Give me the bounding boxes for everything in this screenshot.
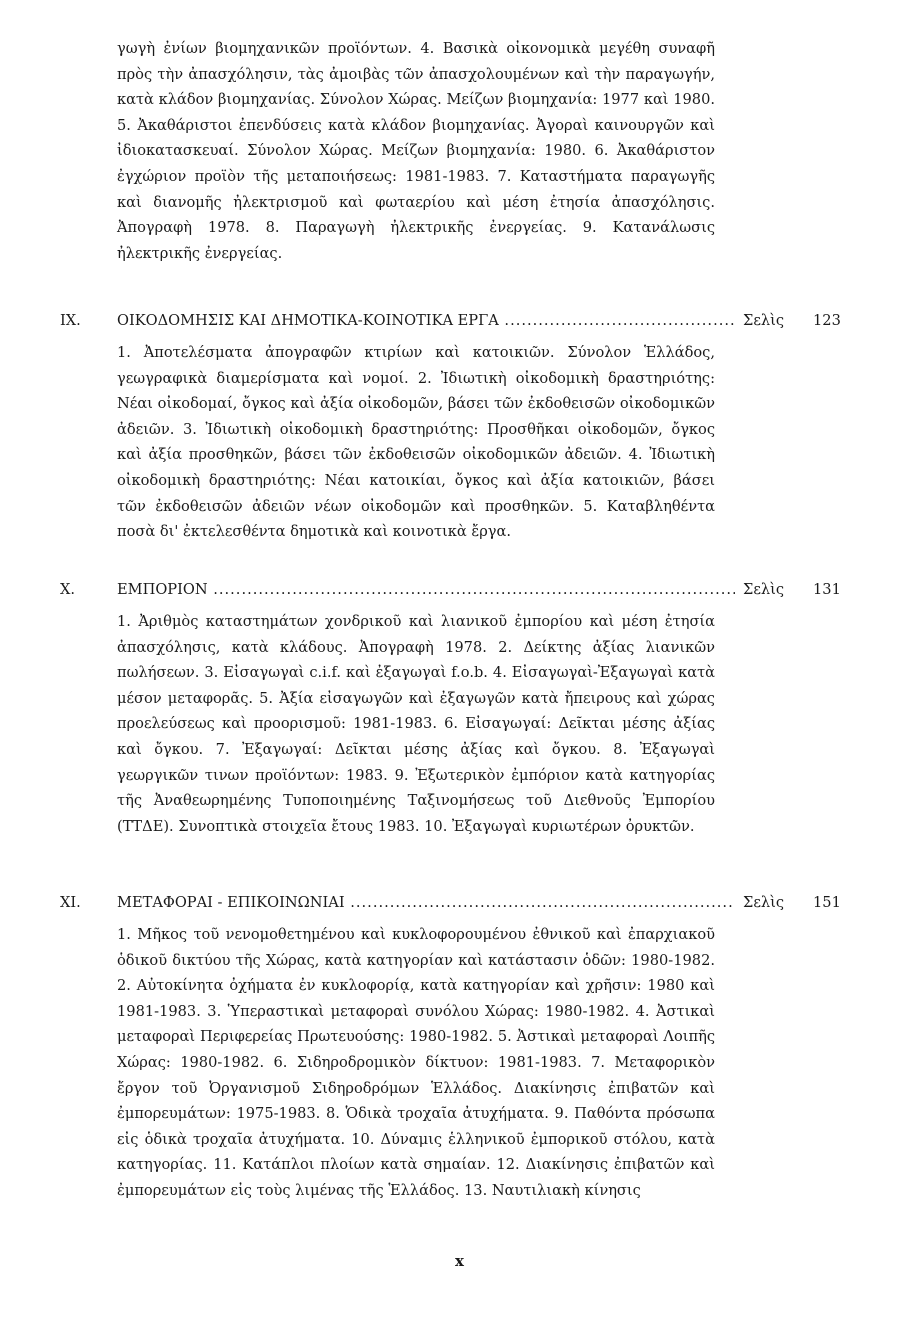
section-title: ΟΙΚΟΔΟΜΗΣΙΣ ΚΑΙ ΔΗΜΟΤΙΚΑ-ΚΟΙΝΟΤΙΚΑ ΕΡΓΑ ..... bbox=[117, 309, 735, 333]
section-page-number: 123 bbox=[813, 312, 841, 329]
page-label: Σελὶς bbox=[743, 894, 785, 911]
intro-paragraph: γωγὴ ἐνίων βιομηχανικῶν προϊόντων. 4. Βασικὰ οἰκονομικὰ μεγέθη συναφῆ πρὸς τὴν ἀπασχόλησιν, τὰς ἀμοιβὰς τῶν ἀπασχολουμένων καὶ τὴν παραγωγήν, κατὰ κλάδον βιομηχανίας. Σύνολον Χώρας. Μείζων βιομηχανία: 1977 καὶ 1980. 5. Ἀκαθάριστοι ἐπενδύσεις κατὰ κλάδον βιομηχανίας. Ἀγοραὶ καινουργῶν καὶ ἰδιοκατασκευαί. Σύνολον Χώρας. Μείζων βιομηχανία: 1980. 6. Ἀκαθάριστον ἐγχώριον προϊὸν τῆς μεταποιήσεως: 1981-1983. 7. Καταστήματα παραγωγῆς καὶ διανομῆς ἠλεκτρισμοῦ καὶ φωταερίου καὶ μέση ἐτησία ἀπασχόλησις. Ἀπογραφὴ 1978. 8. Παραγωγὴ ἠλεκτρικῆς ἐνεργείας. 9. Κατανάλωσις ἠλεκτρικῆς ἐνεργείας. bbox=[117, 40, 715, 262]
section-number: XI. bbox=[60, 894, 81, 911]
section-body-ix: 1. Ἀποτελέσματα ἀπογραφῶν κτιρίων καὶ κατοικιῶν. Σύνολον Ἑλλάδος, γεωγραφικὰ διαμερίσματα καὶ νομοί. 2. Ἰδιωτικὴ οἰκοδομικὴ δραστηριότης: Νέαι οἰκοδομαί, ὄγκος καὶ ἀξία οἰκοδομῶν, βάσει τῶν ἐκδοθεισῶν οἰκοδομικῶν ἀδειῶν. 3. Ἰδιωτικὴ οἰκοδομικὴ δραστηριότης: Προσθῆκαι οἰκοδομῶν, ὄγκος καὶ ἀξία προσθηκῶν, βάσει τῶν ἐκδοθεισῶν οἰκοδομικῶν ἀδειῶν. 4. Ἰδιωτικὴ οἰκοδομικὴ δραστηριότης: Νέαι κατοικίαι, ὄγκος καὶ ἀξία κατοικιῶν, βάσει τῶν ἐκδοθεισῶν ἀδειῶν νέων οἰκοδομῶν καὶ προσθηκῶν. 5. Καταβληθέντα ποσὰ δι' ἐκτελεσθέντα δημοτικὰ καὶ κοινοτικὰ ἔργα. bbox=[117, 344, 715, 541]
page-label: Σελὶς bbox=[743, 581, 785, 598]
section-page-number: 151 bbox=[813, 894, 841, 911]
section-number: IX. bbox=[60, 312, 81, 329]
page-label: Σελὶς bbox=[743, 312, 785, 329]
section-page-number: 131 bbox=[813, 581, 841, 598]
section-body-xi: 1. Μῆκος τοῦ νενομοθετημένου καὶ κυκλοφορουμένου ἐθνικοῦ καὶ ἐπαρχιακοῦ ὁδικοῦ δικτύου τῆς Χώρας, κατὰ κατηγορίαν καὶ κατάστασιν ὁδῶν: 1980-1982. 2. Αὐτοκίνητα ὀχήματα ἐν κυκλοφορίᾳ, κατὰ κατηγορίαν καὶ χρῆσιν: 1980 καὶ 1981-1983. 3. Ὑπεραστικαὶ μεταφοραὶ συνόλου Χώρας: 1980-1982. 4. Ἀστικαὶ μεταφοραὶ Περιφερείας Πρωτευούσης: 1980-1982. 5. Ἀστικαὶ μεταφοραὶ Λοιπῆς Χώρας: 1980-1982. 6. Σιδηροδρομικὸν δίκτυον: 1981-1983. 7. Μεταφορικὸν ἔργον τοῦ Ὀργανισμοῦ Σιδηροδρόμων Ἑλλάδος. Διακίνησις ἐπιβατῶν καὶ ἐμπορευμάτων: 1975-1983. 8. Ὁδικὰ τροχαῖα ἀτυχήματα. 9. Παθόντα πρόσωπα εἰς ὁδικὰ τροχαῖα ἀτυχήματα. 10. Δύναμις ἑλληνικοῦ ἐμπορικοῦ στόλου, κατὰ κατηγορίας. 11. Κατάπλοι πλοίων κατὰ σημαίαν. 12. Διακίνησις ἐπιβατῶν καὶ ἐμπορευμάτων εἰς τοὺς λιμένας τῆς Ἑλλάδος. 13. Ναυτιλιακὴ κίνησις bbox=[117, 926, 715, 1199]
section-title: ΕΜΠΟΡΙΟΝ ..... bbox=[117, 578, 735, 602]
section-title: ΜΕΤΑΦΟΡΑΙ - ΕΠΙΚΟΙΝΩΝΙΑΙ ..... bbox=[117, 891, 735, 915]
section-heading-xi bbox=[60, 891, 860, 915]
page-number: x bbox=[455, 1252, 465, 1270]
section-heading-x bbox=[60, 578, 860, 602]
section-number: X. bbox=[60, 581, 76, 598]
section-body-x: 1. Ἀριθμὸς καταστημάτων χονδρικοῦ καὶ λιανικοῦ ἐμπορίου καὶ μέση ἐτησία ἀπασχόλησις, κατὰ κλάδους. Ἀπογραφὴ 1978. 2. Δείκτης ἀξίας λιανικῶν πωλήσεων. 3. Εἰσαγωγαὶ c.i.f. καὶ ἐξαγωγαὶ f.o.b. 4. Εἰσαγωγαὶ-Ἐξαγωγαὶ κατὰ μέσον μεταφορᾶς. 5. Ἀξία εἰσαγωγῶν καὶ ἐξαγωγῶν κατὰ ἤπειρους καὶ χώρας προελεύσεως καὶ προορισμοῦ: 1981-1983. 6. Εἰσαγωγαί: Δεῖκται μέσης ἀξίας καὶ ὄγκου. 7. Ἐξαγωγαί: Δεῖκται μέσης ἀξίας καὶ ὄγκου. 8. Ἐξαγωγαὶ γεωργικῶν τινων προϊόντων: 1983. 9. Ἐξωτερικὸν ἐμπόριον κατὰ κατηγορίας τῆς Ἀναθεωρημένης Τυποποιημένης Ταξινομήσεως τοῦ Διεθνοῦς Ἐμπορίου (ΤΤΔΕ). Συνοπτικὰ στοιχεῖα ἔτους 1983. 10. Ἐξαγωγαὶ κυριωτέρων ὀρυκτῶν. bbox=[117, 613, 715, 835]
section-heading-ix bbox=[60, 309, 860, 333]
